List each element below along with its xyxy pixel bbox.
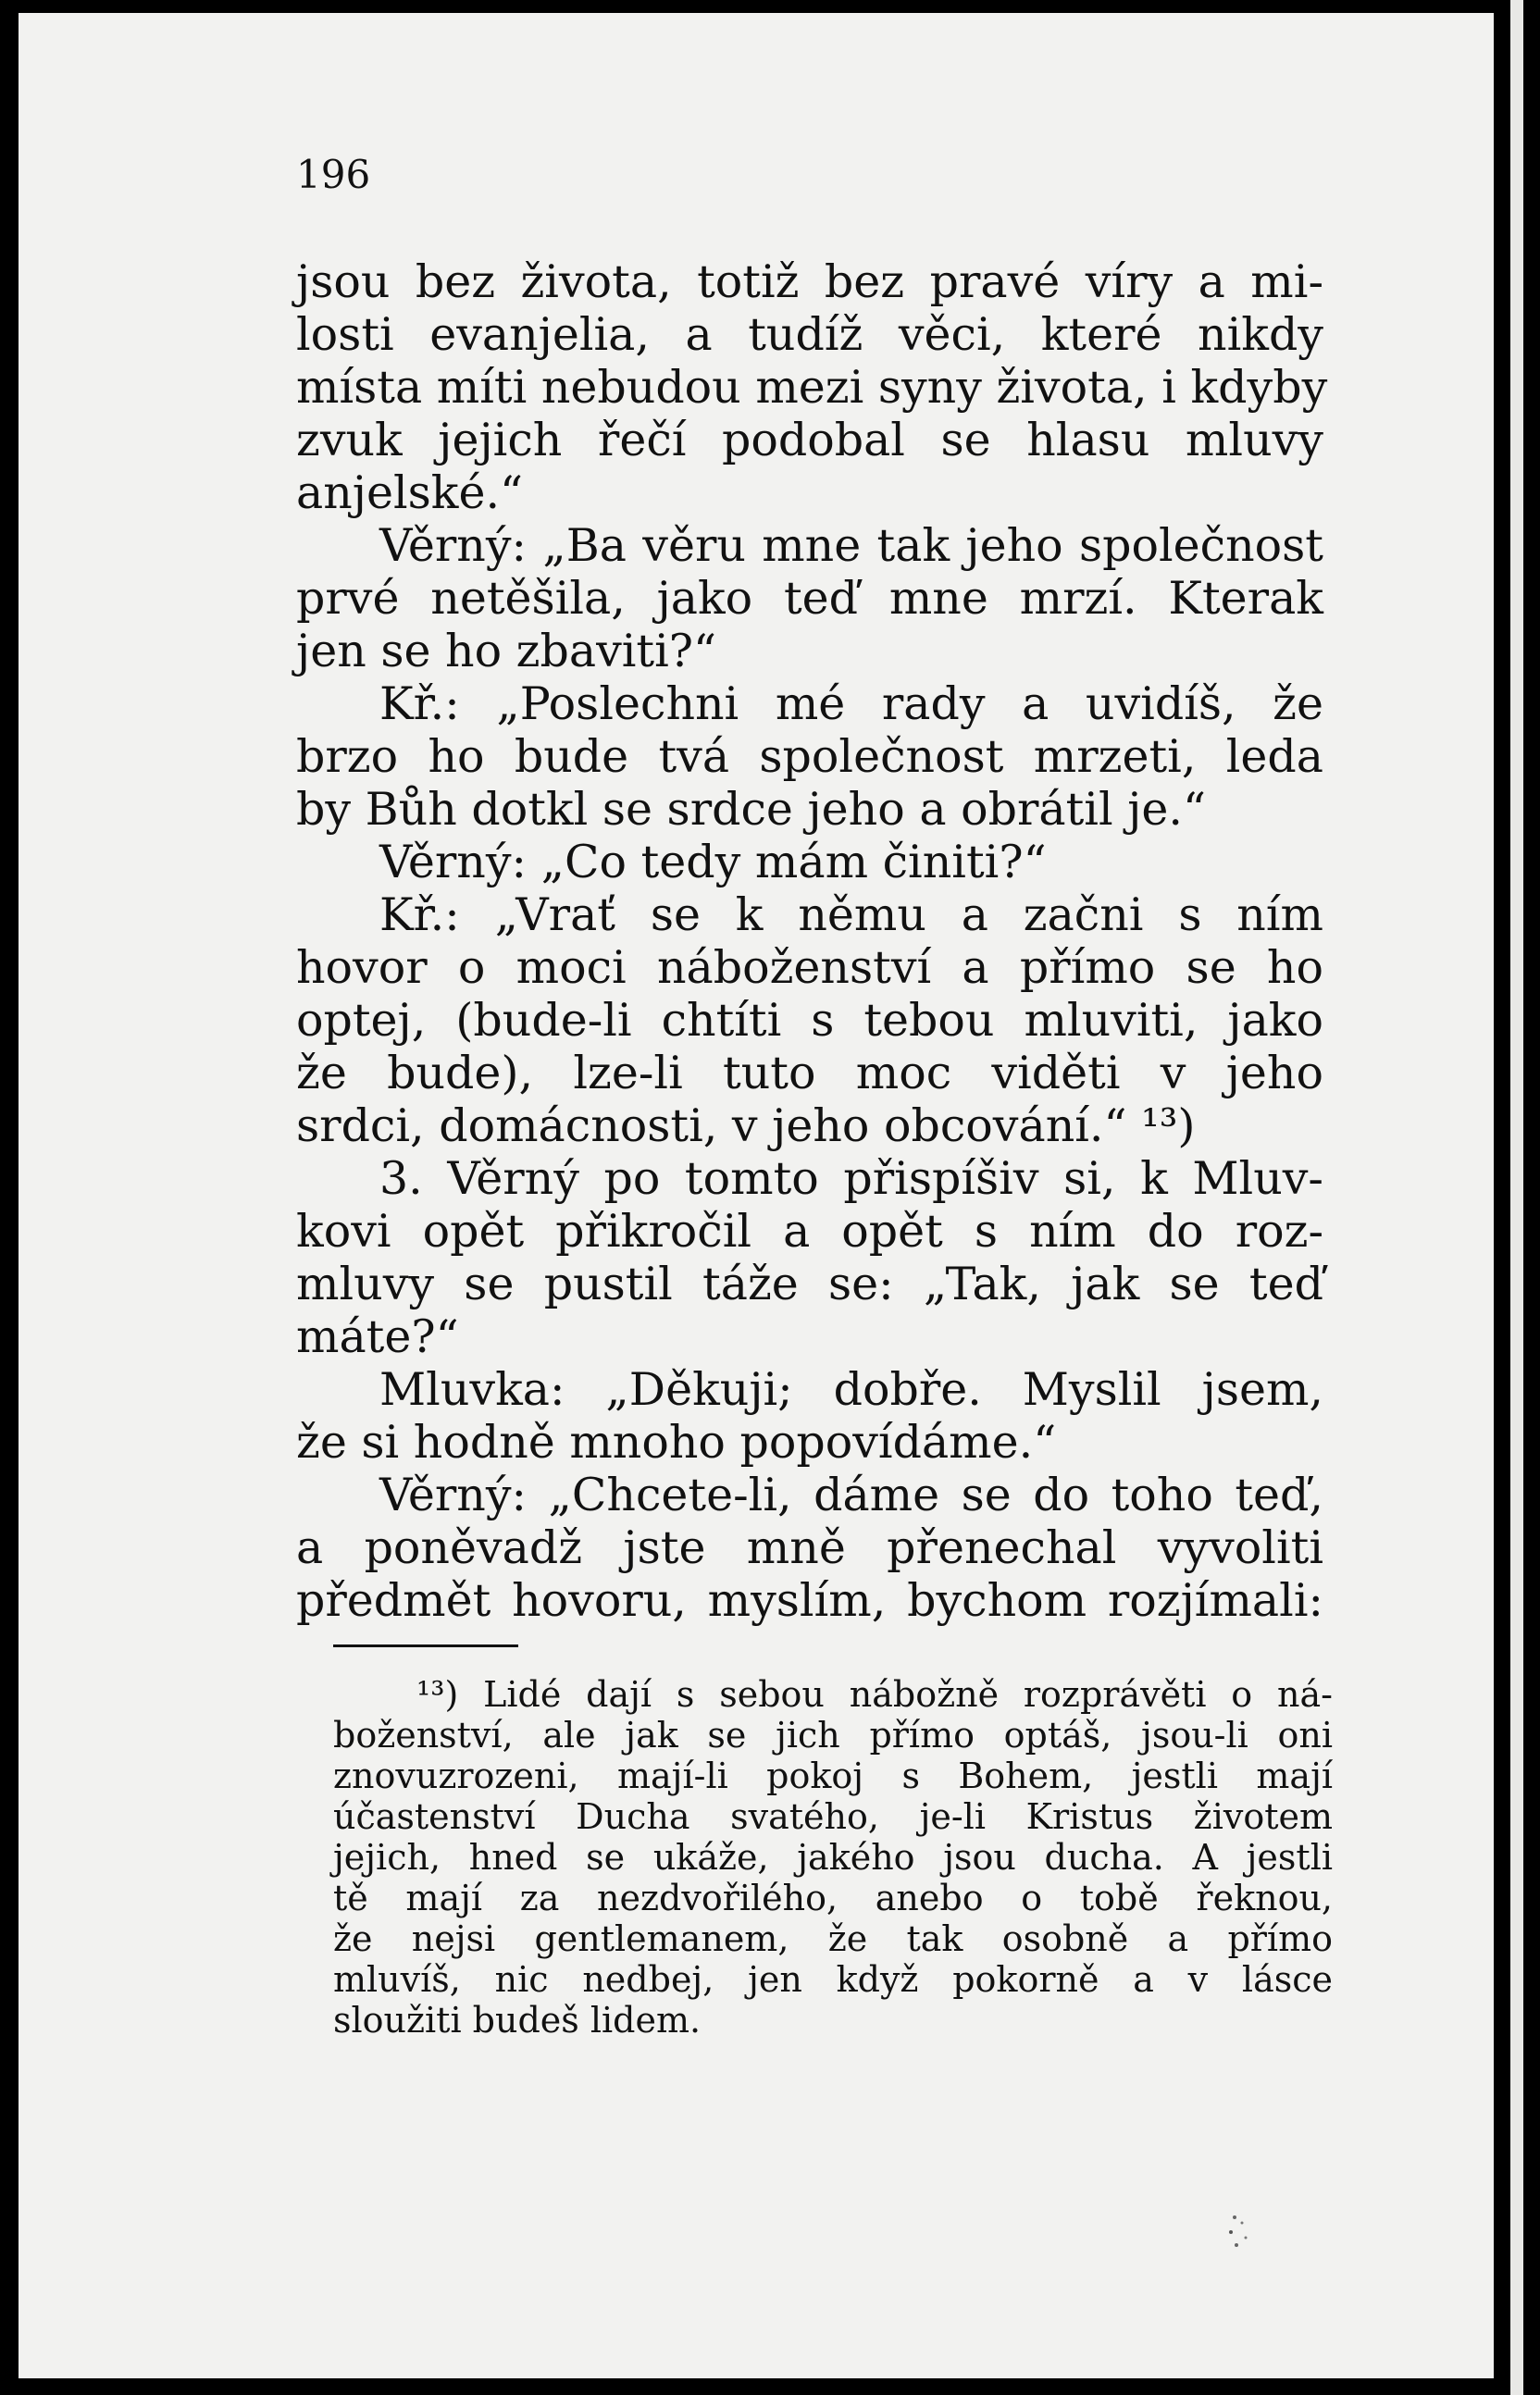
text-line: by Bůh dotkl se srdce jeho a obrátil je.“	[296, 783, 1207, 836]
text-line: místa míti nebudou mezi syny života, i kdyby	[296, 361, 1328, 414]
text-line: optej, (bude-li chtíti s tebou mluviti, jako	[296, 994, 1323, 1047]
text-line: anjelské.“	[296, 466, 524, 519]
paper-speck	[1222, 2206, 1259, 2252]
footnote-line: boženství, ale jak se jich přímo optáš, jsou-li oni	[333, 1715, 1333, 1756]
text-line: jen se ho zbaviti?“	[296, 625, 717, 677]
text-line: Věrný: „Ba věru mne tak jeho společnost	[379, 519, 1323, 572]
footnote-line: sloužiti budeš lidem.	[333, 2000, 702, 2041]
footnote-line: znovuzrozeni, mají-li pokoj s Bohem, jestli mají	[333, 1756, 1333, 1796]
text-line: Kř.: „Vrať se k němu a začni s ním	[379, 888, 1323, 941]
text-line: Věrný: „Chcete-li, dáme se do toho teď,	[379, 1469, 1323, 1521]
text-line: srdci, domácnosti, v jeho obcování.“ ¹³)	[296, 1099, 1196, 1152]
text-line: mluvy se pustil táže se: „Tak, jak se teď	[296, 1258, 1323, 1310]
text-line: hovor o moci náboženství a přímo se ho	[296, 941, 1323, 994]
scan-edge-strip	[1510, 0, 1523, 2395]
text-line: Mluvka: „Děkuji; dobře. Myslil jsem,	[379, 1363, 1323, 1416]
text-line: prvé netěšila, jako teď mne mrzí. Kterak	[296, 572, 1323, 625]
footnote-line: ¹³) Lidé dají s sebou nábožně rozprávěti o ná-	[416, 1674, 1333, 1715]
footnote-line: mluvíš, nic nedbej, jen když pokorně a v lásce	[333, 1959, 1333, 2000]
text-line: máte?“	[296, 1310, 459, 1363]
text-line: že bude), lze-li tuto moc viděti v jeho	[296, 1047, 1323, 1099]
text-line: kovi opět přikročil a opět s ním do roz-	[296, 1205, 1323, 1258]
footnote-line: že nejsi gentlemanem, že tak osobně a přímo	[333, 1918, 1333, 1959]
book-page	[19, 13, 1494, 2378]
text-line: předmět hovoru, myslím, bychom rozjímali:	[296, 1574, 1323, 1627]
text-line: Věrný: „Co tedy mám činiti?“	[379, 836, 1047, 888]
text-line: zvuk jejich řečí podobal se hlasu mluvy	[296, 414, 1323, 466]
text-line: a poněvadž jste mně přenechal vyvoliti	[296, 1521, 1323, 1574]
text-line: Kř.: „Poslechni mé rady a uvidíš, že	[379, 677, 1323, 730]
footnote-divider	[333, 1644, 518, 1647]
main-text	[296, 255, 1328, 1627]
page-number: 196	[296, 152, 371, 197]
footnote-line: jejich, hned se ukáže, jakého jsou ducha. A jestli	[333, 1837, 1333, 1878]
text-line: losti evanjelia, a tudíž věci, které nikdy	[296, 308, 1323, 361]
text-line: brzo ho bude tvá společnost mrzeti, leda	[296, 730, 1323, 783]
text-line: že si hodně mnoho popovídáme.“	[296, 1416, 1057, 1469]
footnote-line: účastenství Ducha svatého, je-li Kristus životem	[333, 1796, 1333, 1837]
footnote	[333, 1674, 1333, 2041]
text-line: 3. Věrný po tomto přispíšiv si, k Mluv-	[379, 1152, 1323, 1205]
text-line: jsou bez života, totiž bez pravé víry a mi-	[296, 255, 1323, 308]
footnote-line: tě mají za nezdvořilého, anebo o tobě řeknou,	[333, 1878, 1333, 1918]
